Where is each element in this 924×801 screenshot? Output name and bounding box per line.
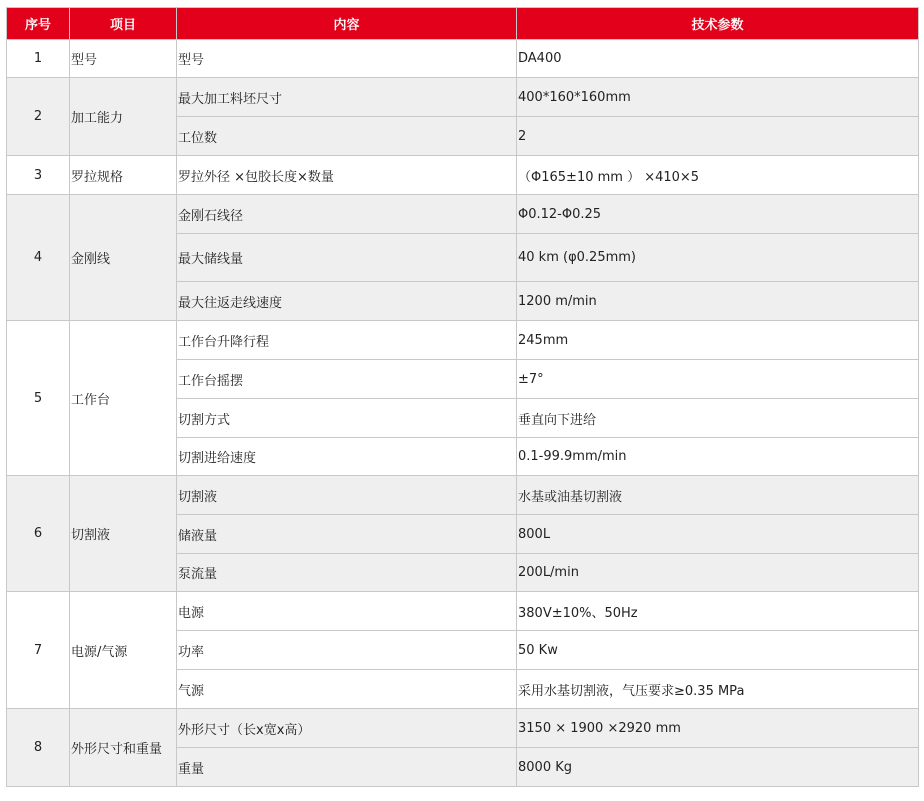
content-cell: 工作台摇摆: [177, 360, 517, 399]
content-cell: 切割进给速度: [177, 438, 517, 476]
content-cell: 最大往返走线速度: [177, 282, 517, 321]
param-cell: 垂直向下进给: [517, 399, 919, 438]
param-cell: 水基或油基切割液: [517, 476, 919, 515]
param-cell: （Φ165±10 mm ） ×410×5: [517, 156, 919, 195]
content-cell: 重量: [177, 748, 517, 787]
param-cell: 50 Kw: [517, 631, 919, 670]
content-cell: 工位数: [177, 117, 517, 156]
row-number-cell: 7: [7, 592, 70, 709]
content-cell: 最大加工料坯尺寸: [177, 78, 517, 117]
row-number-cell: 5: [7, 321, 70, 476]
param-cell: 0.1-99.9mm/min: [517, 438, 919, 476]
row-number-cell: 8: [7, 709, 70, 787]
param-cell: 400*160*160mm: [517, 78, 919, 117]
param-cell: 1200 m/min: [517, 282, 919, 321]
header-param: 技术参数: [517, 8, 919, 40]
spec-table-body: [7, 40, 919, 787]
param-cell: 40 km (φ0.25mm): [517, 234, 919, 282]
header-row: [7, 8, 919, 40]
row-number-cell: 4: [7, 195, 70, 321]
spec-table-container: [6, 7, 919, 787]
item-cell: 工作台: [70, 321, 177, 476]
content-cell: 切割液: [177, 476, 517, 515]
spec-table: [6, 7, 919, 787]
content-cell: 功率: [177, 631, 517, 670]
row-number-cell: 2: [7, 78, 70, 156]
content-cell: 气源: [177, 670, 517, 709]
item-cell: 切割液: [70, 476, 177, 592]
row-number-cell: 1: [7, 40, 70, 78]
item-cell: 电源/气源: [70, 592, 177, 709]
content-cell: 工作台升降行程: [177, 321, 517, 360]
row-number-cell: 3: [7, 156, 70, 195]
param-cell: 800L: [517, 515, 919, 554]
item-cell: 外形尺寸和重量: [70, 709, 177, 787]
header-no: 序号: [7, 8, 70, 40]
item-cell: 罗拉规格: [70, 156, 177, 195]
param-cell: 3150 × 1900 ×2920 mm: [517, 709, 919, 748]
row-number-cell: 6: [7, 476, 70, 592]
content-cell: 金刚石线径: [177, 195, 517, 234]
content-cell: 型号: [177, 40, 517, 78]
param-cell: ±7°: [517, 360, 919, 399]
table-row: [7, 156, 919, 195]
table-row: [7, 195, 919, 234]
header-content: 内容: [177, 8, 517, 40]
param-cell: DA400: [517, 40, 919, 78]
content-cell: 电源: [177, 592, 517, 631]
param-cell: 2: [517, 117, 919, 156]
table-row: [7, 476, 919, 515]
item-cell: 金刚线: [70, 195, 177, 321]
header-item: 项目: [70, 8, 177, 40]
content-cell: 泵流量: [177, 554, 517, 592]
content-cell: 切割方式: [177, 399, 517, 438]
content-cell: 储液量: [177, 515, 517, 554]
param-cell: 245mm: [517, 321, 919, 360]
table-row: [7, 40, 919, 78]
table-row: [7, 78, 919, 117]
param-cell: 采用水基切割液，气压要求≥0.35 MPa: [517, 670, 919, 709]
param-cell: 8000 Kg: [517, 748, 919, 787]
content-cell: 外形尺寸（长x宽x高）: [177, 709, 517, 748]
content-cell: 最大储线量: [177, 234, 517, 282]
table-row: [7, 592, 919, 631]
item-cell: 型号: [70, 40, 177, 78]
param-cell: 200L/min: [517, 554, 919, 592]
content-cell: 罗拉外径 ×包胶长度×数量: [177, 156, 517, 195]
param-cell: 380V±10%、50Hz: [517, 592, 919, 631]
item-cell: 加工能力: [70, 78, 177, 156]
table-row: [7, 321, 919, 360]
table-row: [7, 709, 919, 748]
param-cell: Φ0.12-Φ0.25: [517, 195, 919, 234]
